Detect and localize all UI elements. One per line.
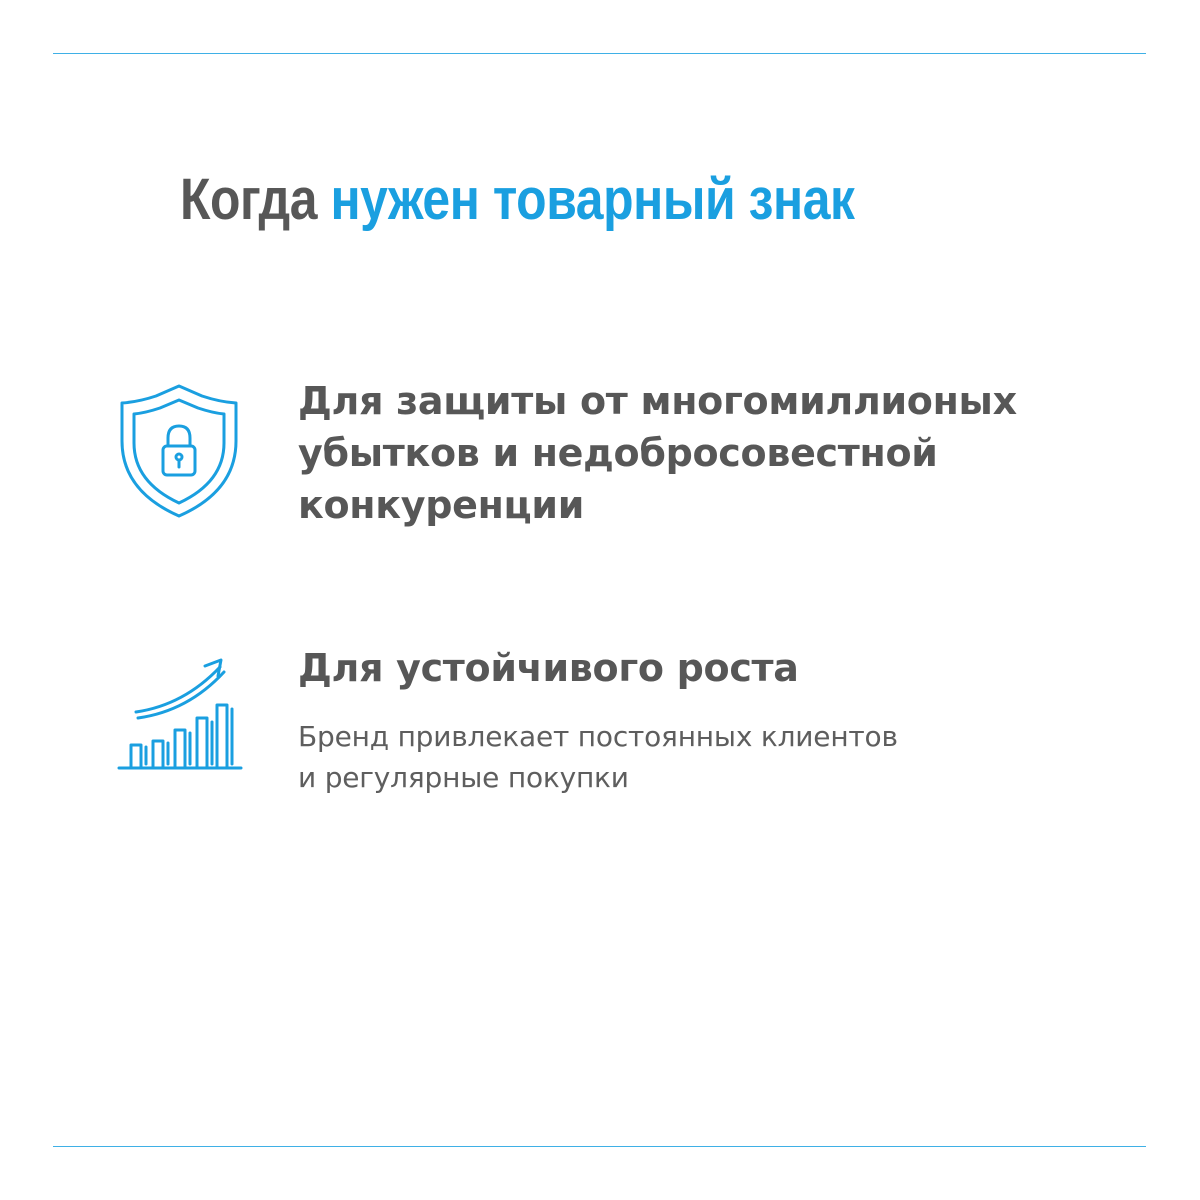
title-part-accent: нужен товарный знак <box>330 167 855 232</box>
shield-lock-icon <box>118 383 240 519</box>
growth-chart-icon <box>116 655 244 773</box>
feature-growth-title: Для устойчивого роста <box>298 646 799 690</box>
feature-growth-description: Бренд привлекает постоянных клиентов и регулярные покупки <box>298 720 898 794</box>
top-divider <box>53 53 1146 54</box>
title-part-dark: Когда <box>180 167 318 232</box>
feature-protection-title: Для защиты от многомиллионых убытков и недобросовестной конкуренции <box>298 379 1017 527</box>
bottom-divider <box>53 1146 1146 1147</box>
page-title <box>180 160 855 240</box>
